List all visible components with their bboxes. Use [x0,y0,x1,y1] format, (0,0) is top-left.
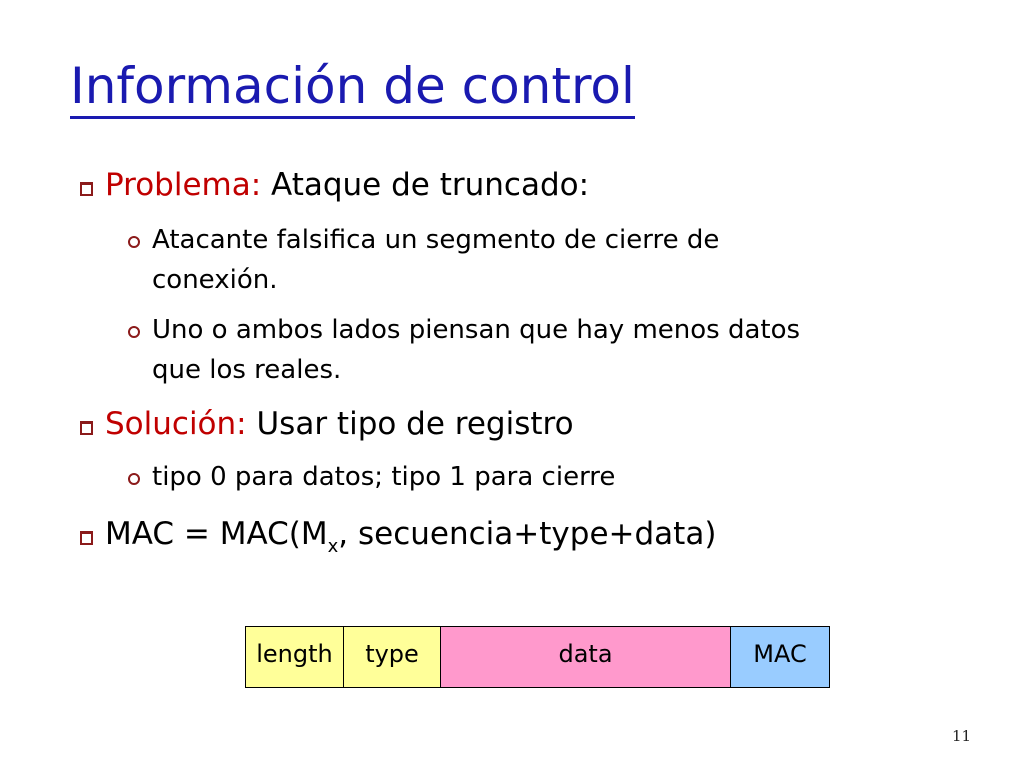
bullet-problema-text [105,167,589,203]
sub-bullet-line: conexión. [152,265,278,295]
circle-bullet-icon [128,236,140,248]
mac-formula-prefix: MAC = MAC(M [105,516,328,552]
problema-label: Problema: [105,167,262,203]
square-bullet-icon [80,421,93,435]
record-format-diagram [245,626,830,688]
problema-body: Ataque de truncado: [271,167,590,203]
sub-bullet-tipo [128,457,615,497]
mac-formula-subscript: x [327,536,339,557]
sub-bullet-ambos-lados [128,310,800,390]
mac-formula-suffix: , secuencia+type+data) [338,516,717,552]
square-bullet-icon [80,182,93,196]
circle-bullet-icon [128,473,140,485]
field-mac: MAC [731,627,829,687]
sub-bullet-ambos-lados-text [152,310,800,390]
solucion-label: Solución: [105,406,247,442]
sub-bullet-atacante [128,220,719,300]
sub-bullet-tipo-text: tipo 0 para datos; tipo 1 para cierre [152,462,616,492]
sub-bullet-line: Uno o ambos lados piensan que hay menos datos [152,315,801,345]
square-bullet-icon [80,531,93,545]
bullet-problema [80,167,589,203]
solucion-body: Usar tipo de registro [256,406,574,442]
sub-bullet-atacante-text [152,220,719,300]
circle-bullet-icon [128,326,140,338]
sub-bullet-line: Atacante falsifica un segmento de cierre de [152,225,720,255]
field-data: data [441,627,731,687]
mac-formula-text [105,516,716,565]
sub-bullet-line: que los reales. [152,355,342,385]
bullet-mac-formula [80,516,716,565]
field-length: length [246,627,344,687]
bullet-solucion-text [105,406,574,442]
field-type: type [344,627,441,687]
slide-title: Información de control [70,58,635,119]
page-number: 11 [952,727,972,745]
bullet-solucion [80,406,574,442]
